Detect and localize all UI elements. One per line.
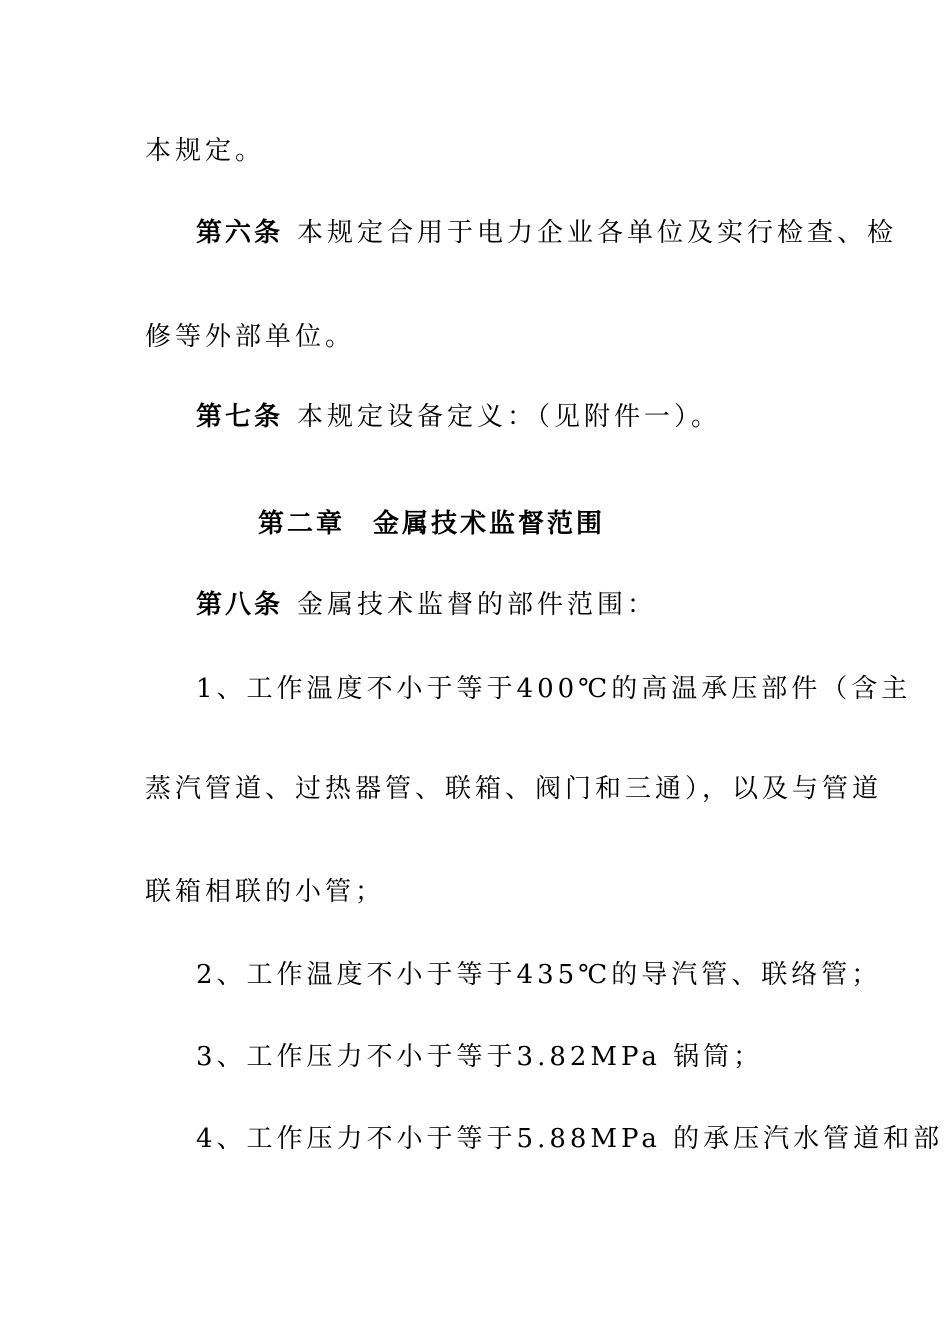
paragraph-continuation: 本规定。	[145, 136, 266, 166]
article-6	[196, 216, 897, 250]
list-item-text: 蒸汽管道、过热器管、联箱、阀门和三通），以及与管道	[145, 774, 883, 804]
text-line	[145, 134, 265, 168]
list-item-text: 2、工作温度不小于等于435℃的导汽管、联络管；	[196, 960, 882, 990]
list-item-text: 4、工作压力不小于等于5.88MPa 的承压汽水管道和部	[196, 1124, 944, 1154]
list-item-text: 联箱相联的小管；	[145, 877, 386, 907]
list-item-1-line-1	[196, 672, 911, 706]
text-line	[145, 320, 355, 354]
article-8	[196, 588, 657, 622]
list-item-text: 3、工作压力不小于等于3.82MPa 锅筒；	[196, 1042, 764, 1072]
article-text: 本规定设备定义：（见附件一）。	[297, 402, 722, 432]
list-item-3	[196, 1040, 763, 1074]
article-label: 第七条	[196, 402, 284, 432]
chapter-number: 第二章	[258, 509, 346, 539]
article-text: 金属技术监督的部件范围：	[297, 590, 658, 620]
article-text: 本规定合用于电力企业各单位及实行检查、检	[297, 218, 898, 248]
list-item-1-line-3	[145, 875, 385, 909]
list-item-2	[196, 958, 881, 992]
chapter-heading	[258, 507, 605, 541]
article-label: 第六条	[196, 218, 284, 248]
chapter-title: 金属技术监督范围	[373, 509, 606, 539]
article-7	[196, 400, 721, 434]
list-item-text: 1、工作温度不小于等于400℃的高温承压部件（含主	[196, 674, 912, 704]
list-item-4-line-1	[196, 1122, 943, 1156]
paragraph-continuation: 修等外部单位。	[145, 322, 356, 352]
article-label: 第八条	[196, 590, 284, 620]
list-item-1-line-2	[145, 772, 882, 806]
